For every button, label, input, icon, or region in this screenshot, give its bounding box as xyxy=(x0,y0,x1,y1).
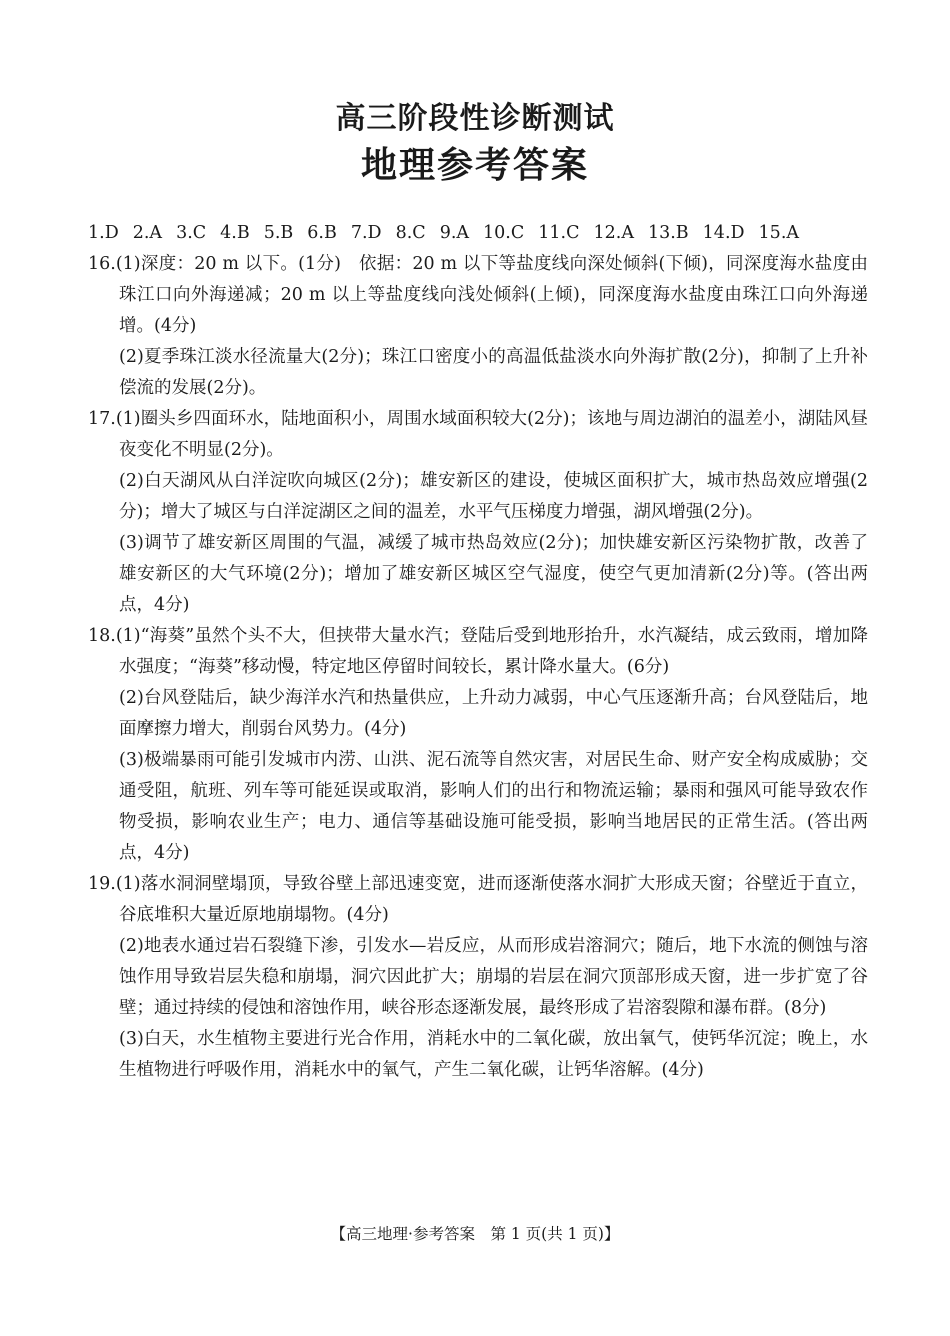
choice-answer: 9.A xyxy=(439,223,470,243)
choice-answer: 13.B xyxy=(647,223,689,243)
answer-text: (2)地表水通过岩石裂缝下渗，引发水—岩反应，从而形成岩溶洞穴；随后，地下水流的侧蚀与溶蚀作用导致岩层失稳和崩塌，洞穴因此扩大；崩塌的岩层在洞穴顶部形成天窗，进一步扩宽了谷壁；通过持续的侵蚀和溶蚀作用，峡谷形态逐渐发展，最终形成了岩溶裂隙和瀑布群。(8分) xyxy=(119,936,868,1018)
answer-text: (1)落水洞洞壁塌顶，导致谷壁上部迅速变宽，进而逐渐使落水洞扩大形成天窗；谷壁近于直立，谷底堆积大量近原地崩塌物。(4分) xyxy=(115,874,868,925)
question-part xyxy=(88,249,868,342)
page-footer: 【高三地理·参考答案 第 1 页(共 1 页)】 xyxy=(330,1225,620,1243)
question-number: 18. xyxy=(88,626,116,646)
choice-answer: 5.B xyxy=(263,223,294,243)
answer-text: (1)圈头乡四面环水，陆地面积小，周围水域面积较大(2分)；该地与周边湖泊的温差小，湖陆风昼夜变化不明显(2分)。 xyxy=(115,409,868,460)
question-17 xyxy=(88,404,868,621)
question-18 xyxy=(88,621,868,869)
answers-content xyxy=(88,218,868,1086)
answer-text: (3)极端暴雨可能引发城市内涝、山洪、泥石流等自然灾害，对居民生命、财产安全构成威胁；交通受阻，航班、列车等可能延误或取消，影响人们的出行和物流运输；暴雨和强风可能导致农作物受损，影响农业生产；电力、通信等基础设施可能受损，影响当地居民的正常生活。(答出两点，4分) xyxy=(119,750,868,863)
choice-answer: 11.C xyxy=(538,223,580,243)
page-title: 高三阶段性诊断测试 xyxy=(335,101,615,136)
answer-text: (3)调节了雄安新区周围的气温，减缓了城市热岛效应(2分)；加快雄安新区污染物扩散，改善了雄安新区的大气环境(2分)；增加了雄安新区城区空气湿度，使空气更加清新(2分)等。(答出两点，4分) xyxy=(119,533,868,615)
question-part xyxy=(88,869,868,931)
choice-answer: 12.A xyxy=(593,223,634,243)
choice-answer: 8.C xyxy=(395,223,426,243)
answer-text: (2)夏季珠江淡水径流量大(2分)；珠江口密度小的高温低盐淡水向外海扩散(2分)，抑制了上升补偿流的发展(2分)。 xyxy=(119,347,868,398)
answer-text: (1)深度：20 m 以下。(1分) 依据：20 m 以下等盐度线向深处倾斜(下倾)，同深度海水盐度由珠江口向外海递减；20 m 以上等盐度线向浅处倾斜(上倾)，同深度海水盐度由珠江口向外海递增。(4分) xyxy=(115,254,868,336)
choice-answer: 15.A xyxy=(758,223,800,243)
choice-answer: 3.C xyxy=(176,223,207,243)
answer-text: (2)白天湖风从白洋淀吹向城区(2分)；雄安新区的建设，使城区面积扩大，城市热岛效应增强(2分)；增大了城区与白洋淀湖区之间的温差，水平气压梯度力增强，湖风增强(2分)。 xyxy=(119,471,868,522)
question-number: 16. xyxy=(88,254,116,274)
answer-text: (1)“海葵”虽然个头不大，但挟带大量水汽；登陆后受到地形抬升，水汽凝结，成云致雨，增加降水强度；“海葵”移动慢，特定地区停留时间较长，累计降水量大。(6分) xyxy=(115,626,868,677)
question-part xyxy=(88,621,868,683)
question-16 xyxy=(88,249,868,404)
page-subtitle: 地理参考答案 xyxy=(360,145,589,186)
question-number: 17. xyxy=(88,409,116,429)
choice-answer: 1.D xyxy=(88,223,119,243)
answer-text: (3)白天，水生植物主要进行光合作用，消耗水中的二氧化碳，放出氧气，使钙华沉淀；晚上，水生植物进行呼吸作用，消耗水中的氧气，产生二氧化碳，让钙华溶解。(4分) xyxy=(119,1029,868,1080)
question-number: 19. xyxy=(88,874,116,894)
multiple-choice-answers xyxy=(88,218,868,249)
choice-answer: 4.B xyxy=(220,223,250,243)
answer-text: (2)台风登陆后，缺少海洋水汽和热量供应，上升动力减弱，中心气压逐渐升高；台风登陆后，地面摩擦力增大，削弱台风势力。(4分) xyxy=(119,688,868,739)
choice-answer: 2.A xyxy=(132,223,163,243)
question-part xyxy=(88,404,868,466)
choice-answer: 7.D xyxy=(350,223,382,243)
choice-answer: 10.C xyxy=(483,223,525,243)
choice-answer: 14.D xyxy=(702,223,745,243)
choice-answer: 6.B xyxy=(307,223,337,243)
question-19 xyxy=(88,869,868,1086)
